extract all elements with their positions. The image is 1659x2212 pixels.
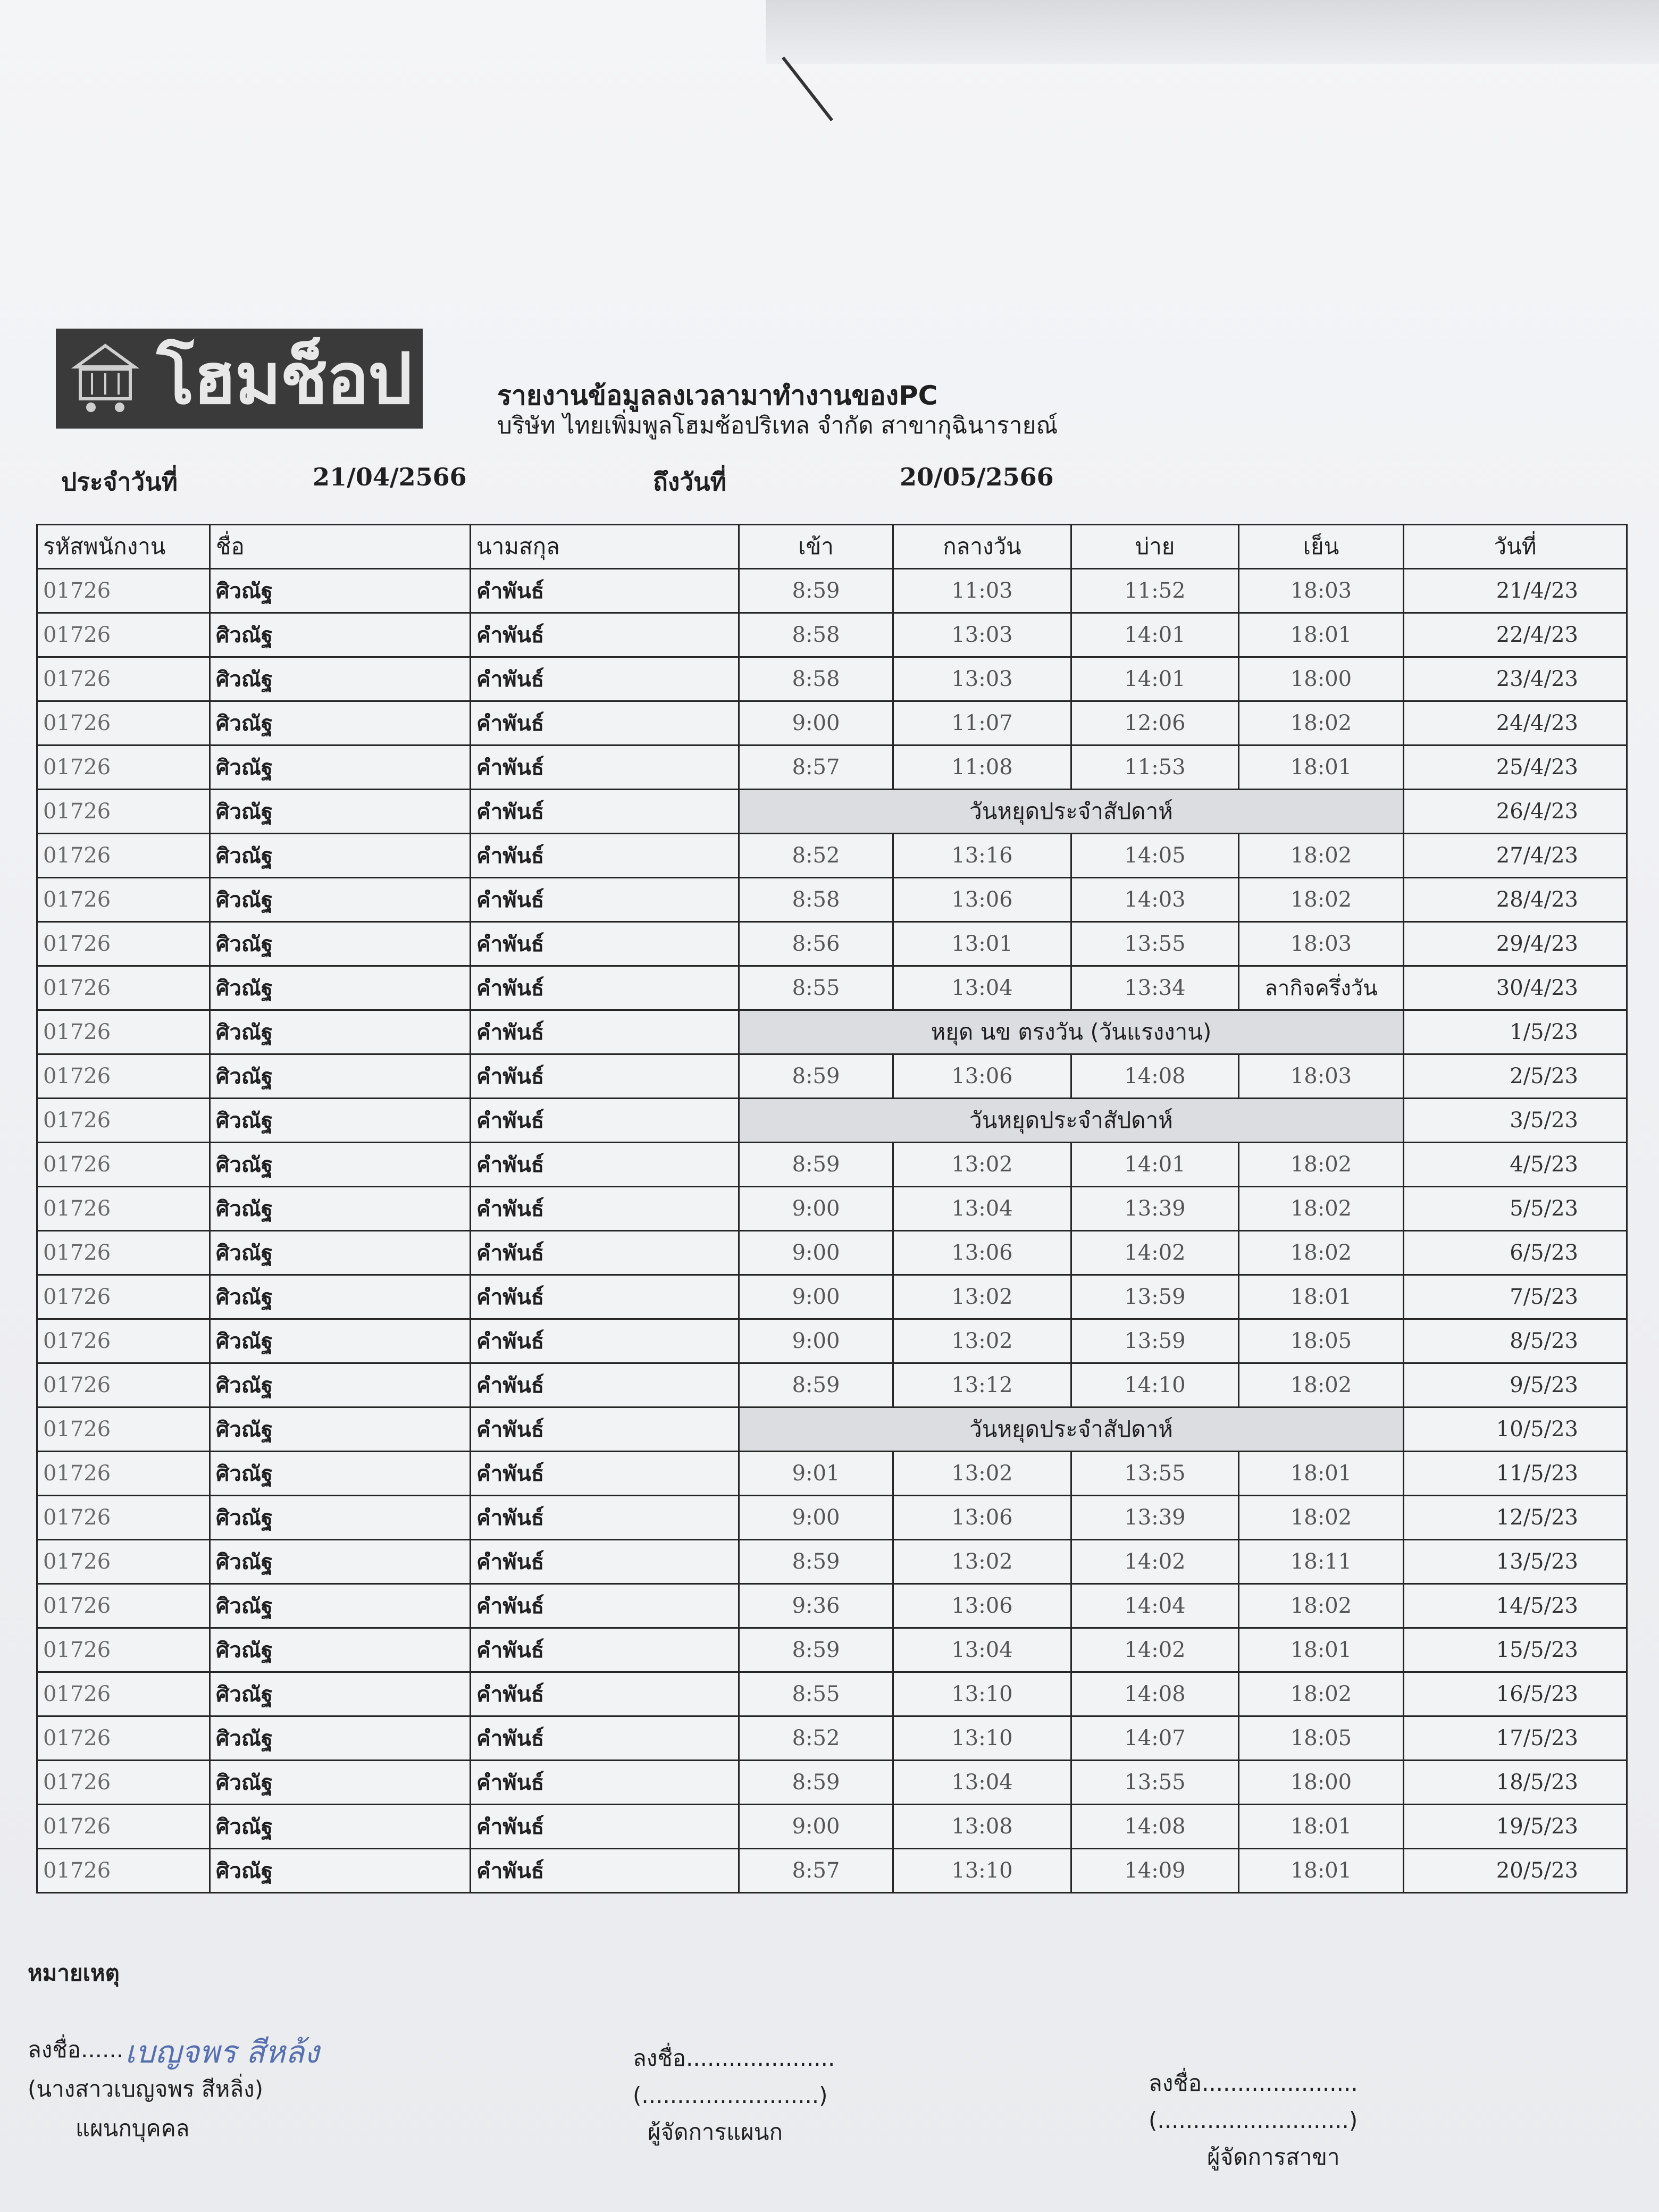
cell-first-name: ศิวณัฐ [210,1452,471,1496]
cell-employee-code: 01726 [37,569,210,613]
cell-holiday-note: วันหยุดประจำสัปดาห์ [739,790,1404,834]
cell-time-in: 8:57 [739,1849,893,1893]
cell-employee-code: 01726 [37,1672,210,1716]
cell-employee-code: 01726 [37,1275,210,1319]
cell-time-noon: 13:04 [893,1187,1071,1231]
cell-time-in: 8:59 [739,1363,893,1407]
cell-last-name: คำพันธ์ [471,922,739,966]
cell-date: 9/5/23 [1404,1363,1627,1407]
cell-time-afternoon: 13:34 [1071,966,1239,1010]
cell-time-out: 18:02 [1239,1584,1404,1628]
cell-time-afternoon: 11:52 [1071,569,1239,613]
cell-time-out: 18:01 [1239,1628,1404,1672]
cell-time-afternoon: 14:08 [1071,1805,1239,1849]
cell-time-in: 9:36 [739,1584,893,1628]
cell-employee-code: 01726 [37,1143,210,1187]
cell-time-noon: 13:10 [893,1849,1071,1893]
cell-time-afternoon: 13:39 [1071,1187,1239,1231]
cell-first-name: ศิวณัฐ [210,966,471,1010]
cell-time-out: 18:03 [1239,1054,1404,1099]
cell-time-out: 18:01 [1239,1849,1404,1893]
cell-time-in: 8:58 [739,613,893,657]
signer-name: (.........................) [633,2082,828,2108]
cell-employee-code: 01726 [37,966,210,1010]
col-header-employee-code: รหัสพนักงาน [37,525,210,569]
cell-employee-code: 01726 [37,1363,210,1407]
cell-time-afternoon: 13:55 [1071,922,1239,966]
cell-first-name: ศิวณัฐ [210,745,471,790]
cell-first-name: ศิวณัฐ [210,613,471,657]
cell-time-noon: 13:06 [893,1584,1071,1628]
table-row [37,966,1627,1010]
cell-last-name: คำพันธ์ [471,1143,739,1187]
cell-time-out: 18:01 [1239,745,1404,790]
table-row [37,834,1627,878]
cell-time-noon: 13:01 [893,922,1071,966]
cell-date: 28/4/23 [1404,878,1627,922]
table-row [37,657,1627,701]
cell-last-name: คำพันธ์ [471,1452,739,1496]
cell-last-name: คำพันธ์ [471,1231,739,1275]
cell-time-in: 8:52 [739,834,893,878]
cell-employee-code: 01726 [37,1761,210,1805]
signer-name: (นางสาวเบญจพร สีหลิ่ง) [28,2076,263,2102]
cell-last-name: คำพันธ์ [471,745,739,790]
cell-date: 14/5/23 [1404,1584,1627,1628]
signature-block-hr [28,2032,263,2146]
cell-time-afternoon: 13:59 [1071,1275,1239,1319]
cell-employee-code: 01726 [37,1584,210,1628]
cell-date: 21/4/23 [1404,569,1627,613]
cell-employee-code: 01726 [37,1187,210,1231]
cell-time-noon: 13:03 [893,613,1071,657]
table-row [37,1849,1627,1893]
cell-time-noon: 13:02 [893,1143,1071,1187]
cell-time-in: 9:00 [739,701,893,745]
cell-first-name: ศิวณัฐ [210,1805,471,1849]
cell-time-noon: 13:04 [893,966,1071,1010]
cell-time-noon: 11:08 [893,745,1071,790]
signer-position: แผนกบุคคล [76,2115,190,2141]
cell-employee-code: 01726 [37,1010,210,1054]
cell-time-out: 18:02 [1239,1496,1404,1540]
col-header-noon: กลางวัน [893,525,1071,569]
cell-time-in: 9:00 [739,1231,893,1275]
cell-employee-code: 01726 [37,834,210,878]
cell-date: 8/5/23 [1404,1319,1627,1363]
cell-employee-code: 01726 [37,613,210,657]
cell-first-name: ศิวณัฐ [210,1275,471,1319]
logo-text: โฮมช็อป [156,338,412,420]
shop-cart-icon [65,336,145,421]
cell-time-out: 18:05 [1239,1716,1404,1761]
cell-date: 4/5/23 [1404,1143,1627,1187]
cell-first-name: ศิวณัฐ [210,1099,471,1143]
signature-block-dept-manager [633,2041,835,2150]
cell-date: 23/4/23 [1404,657,1627,701]
cell-date: 16/5/23 [1404,1672,1627,1716]
cell-time-out: 18:02 [1239,1231,1404,1275]
period-from-value: 21/04/2566 [313,463,467,491]
cell-time-afternoon: 14:01 [1071,613,1239,657]
cell-time-noon: 13:02 [893,1275,1071,1319]
cell-time-in: 9:00 [739,1275,893,1319]
cell-employee-code: 01726 [37,878,210,922]
cell-employee-code: 01726 [37,1319,210,1363]
report-title: รายงานข้อมูลลงเวลามาทำงานของPC [497,380,938,411]
cell-time-noon: 13:06 [893,1496,1071,1540]
cell-employee-code: 01726 [37,790,210,834]
cell-last-name: คำพันธ์ [471,1672,739,1716]
cell-date: 18/5/23 [1404,1761,1627,1805]
cell-time-in: 8:55 [739,966,893,1010]
col-header-first-name: ชื่อ [210,525,471,569]
cell-employee-code: 01726 [37,1496,210,1540]
cell-time-out: 18:01 [1239,613,1404,657]
cell-time-afternoon: 13:39 [1071,1496,1239,1540]
cell-date: 5/5/23 [1404,1187,1627,1231]
cell-time-out: 18:01 [1239,1805,1404,1849]
cell-first-name: ศิวณัฐ [210,1187,471,1231]
cell-time-out: 18:05 [1239,1319,1404,1363]
col-header-date: วันที่ [1404,525,1627,569]
table-row [37,1496,1627,1540]
cell-first-name: ศิวณัฐ [210,701,471,745]
cell-time-noon: 13:04 [893,1628,1071,1672]
cell-time-out: 18:02 [1239,1143,1404,1187]
cell-time-noon: 11:03 [893,569,1071,613]
cell-date: 24/4/23 [1404,701,1627,745]
cell-last-name: คำพันธ์ [471,878,739,922]
cell-last-name: คำพันธ์ [471,701,739,745]
table-row [37,1716,1627,1761]
cell-first-name: ศิวณัฐ [210,657,471,701]
cell-time-in: 8:59 [739,1761,893,1805]
signature-label: ลงชื่อ..................... [633,2045,835,2071]
table-row [37,1231,1627,1275]
cell-employee-code: 01726 [37,1540,210,1584]
cell-time-in: 8:59 [739,1628,893,1672]
cell-first-name: ศิวณัฐ [210,1319,471,1363]
cell-last-name: คำพันธ์ [471,1716,739,1761]
cell-time-out: 18:03 [1239,569,1404,613]
cell-time-out: 18:02 [1239,1187,1404,1231]
table-row [37,878,1627,922]
cell-last-name: คำพันธ์ [471,1363,739,1407]
cell-last-name: คำพันธ์ [471,1761,739,1805]
cell-employee-code: 01726 [37,1805,210,1849]
cell-time-afternoon: 13:55 [1071,1761,1239,1805]
cell-time-out: 18:00 [1239,1761,1404,1805]
cell-employee-code: 01726 [37,1628,210,1672]
cell-last-name: คำพันธ์ [471,1407,739,1452]
cell-time-out: 18:11 [1239,1540,1404,1584]
cell-date: 26/4/23 [1404,790,1627,834]
cell-last-name: คำพันธ์ [471,1805,739,1849]
cell-employee-code: 01726 [37,1849,210,1893]
table-row [37,1275,1627,1319]
cell-last-name: คำพันธ์ [471,1496,739,1540]
cell-first-name: ศิวณัฐ [210,1143,471,1187]
cell-first-name: ศิวณัฐ [210,1496,471,1540]
cell-first-name: ศิวณัฐ [210,1672,471,1716]
cell-time-in: 9:00 [739,1805,893,1849]
cell-time-noon: 13:04 [893,1761,1071,1805]
remarks-label: หมายเหตุ [28,1960,120,1986]
cell-time-afternoon: 11:53 [1071,745,1239,790]
cell-date: 29/4/23 [1404,922,1627,966]
cell-last-name: คำพันธ์ [471,834,739,878]
cell-first-name: ศิวณัฐ [210,878,471,922]
table-row [37,1054,1627,1099]
cell-time-out: 18:02 [1239,1672,1404,1716]
table-row [37,701,1627,745]
cell-employee-code: 01726 [37,1054,210,1099]
cell-time-in: 8:55 [739,1672,893,1716]
cell-last-name: คำพันธ์ [471,613,739,657]
cell-time-noon: 13:02 [893,1540,1071,1584]
cell-employee-code: 01726 [37,1231,210,1275]
cell-time-in: 8:56 [739,922,893,966]
cell-last-name: คำพันธ์ [471,1054,739,1099]
cell-time-out: 18:01 [1239,1452,1404,1496]
table-row [37,1452,1627,1496]
cell-time-afternoon: 14:02 [1071,1540,1239,1584]
col-header-in: เข้า [739,525,893,569]
handwritten-signature: เบญจพร สีหล้ง [125,2034,320,2070]
cell-last-name: คำพันธ์ [471,1849,739,1893]
attendance-table [36,524,1628,1893]
table-row [37,1584,1627,1628]
signer-position: ผู้จัดการแผนก [648,2119,783,2145]
col-header-afternoon: บ่าย [1071,525,1239,569]
cell-employee-code: 01726 [37,1716,210,1761]
cell-employee-code: 01726 [37,701,210,745]
cell-date: 22/4/23 [1404,613,1627,657]
cell-last-name: คำพันธ์ [471,1628,739,1672]
cell-employee-code: 01726 [37,1452,210,1496]
cell-last-name: คำพันธ์ [471,1010,739,1054]
table-row [37,1672,1627,1716]
cell-employee-code: 01726 [37,1099,210,1143]
cell-time-afternoon: 14:02 [1071,1231,1239,1275]
cell-employee-code: 01726 [37,745,210,790]
cell-holiday-note: วันหยุดประจำสัปดาห์ [739,1407,1404,1452]
cell-time-noon: 13:08 [893,1805,1071,1849]
company-subtitle: บริษัท ไทยเพิ่มพูลโฮมช้อปริเทล จำกัด สาขากุฉินารายณ์ [497,412,1058,439]
table-row [37,1628,1627,1672]
table-row [37,1407,1627,1452]
cell-first-name: ศิวณัฐ [210,790,471,834]
cell-first-name: ศิวณัฐ [210,834,471,878]
cell-first-name: ศิวณัฐ [210,1849,471,1893]
cell-time-in: 8:57 [739,745,893,790]
cell-time-noon: 13:03 [893,657,1071,701]
cell-first-name: ศิวณัฐ [210,1363,471,1407]
period-to-label: ถึงวันที่ [653,467,726,496]
signer-name: (...........................) [1149,2107,1358,2133]
cell-last-name: คำพันธ์ [471,1319,739,1363]
cell-first-name: ศิวณัฐ [210,1761,471,1805]
cell-last-name: คำพันธ์ [471,790,739,834]
cell-date: 25/4/23 [1404,745,1627,790]
table-row [37,1099,1627,1143]
table-row [37,1540,1627,1584]
cell-time-noon: 13:10 [893,1672,1071,1716]
col-header-last-name: นามสกุล [471,525,739,569]
cell-time-in: 8:59 [739,1054,893,1099]
cell-first-name: ศิวณัฐ [210,569,471,613]
cell-first-name: ศิวณัฐ [210,1231,471,1275]
cell-time-in: 9:00 [739,1496,893,1540]
cell-time-noon: 13:06 [893,878,1071,922]
cell-time-out: 18:02 [1239,878,1404,922]
cell-time-noon: 13:06 [893,1231,1071,1275]
company-logo [56,329,423,429]
cell-date: 11/5/23 [1404,1452,1627,1496]
cell-time-noon: 13:02 [893,1319,1071,1363]
signature-label: ลงชื่อ...... [28,2037,124,2063]
cell-date: 12/5/23 [1404,1496,1627,1540]
cell-time-afternoon: 14:05 [1071,834,1239,878]
cell-time-afternoon: 12:06 [1071,701,1239,745]
cell-date: 27/4/23 [1404,834,1627,878]
cell-date: 30/4/23 [1404,966,1627,1010]
table-row [37,922,1627,966]
cell-employee-code: 01726 [37,922,210,966]
cell-time-in: 9:00 [739,1187,893,1231]
signer-position: ผู้จัดการสาขา [1207,2144,1340,2170]
table-row [37,1010,1627,1054]
cell-time-afternoon: 14:01 [1071,657,1239,701]
cell-first-name: ศิวณัฐ [210,1407,471,1452]
cell-time-noon: 13:16 [893,834,1071,878]
cell-time-afternoon: 14:03 [1071,878,1239,922]
cell-employee-code: 01726 [37,1407,210,1452]
table-row [37,1805,1627,1849]
cell-time-out: 18:02 [1239,834,1404,878]
cell-time-in: 8:58 [739,878,893,922]
cell-time-in: 9:00 [739,1319,893,1363]
cell-holiday-note: หยุด นข ตรงวัน (วันแรงงาน) [739,1010,1404,1054]
cell-time-in: 8:52 [739,1716,893,1761]
cell-first-name: ศิวณัฐ [210,1540,471,1584]
cell-last-name: คำพันธ์ [471,1584,739,1628]
table-row [37,1319,1627,1363]
cell-time-out: 18:02 [1239,701,1404,745]
cell-time-afternoon: 14:09 [1071,1849,1239,1893]
cell-date: 7/5/23 [1404,1275,1627,1319]
cell-employee-code: 01726 [37,657,210,701]
table-header-row [37,525,1627,569]
cell-time-afternoon: 14:02 [1071,1628,1239,1672]
cell-time-afternoon: 14:10 [1071,1363,1239,1407]
cell-first-name: ศิวณัฐ [210,1010,471,1054]
cell-first-name: ศิวณัฐ [210,1054,471,1099]
cell-first-name: ศิวณัฐ [210,1716,471,1761]
cell-time-in: 8:59 [739,1540,893,1584]
cell-leave-note: ลากิจครึ่งวัน [1239,966,1404,1010]
cell-time-afternoon: 14:01 [1071,1143,1239,1187]
cell-time-afternoon: 14:07 [1071,1716,1239,1761]
table-row [37,569,1627,613]
cell-time-afternoon: 13:59 [1071,1319,1239,1363]
signature-block-branch-manager [1149,2066,1358,2175]
table-row [37,745,1627,790]
cell-time-in: 8:59 [739,569,893,613]
period-to-value: 20/05/2566 [900,463,1054,491]
cell-time-out: 18:01 [1239,1275,1404,1319]
cell-time-out: 18:03 [1239,922,1404,966]
cell-time-in: 8:58 [739,657,893,701]
cell-holiday-note: วันหยุดประจำสัปดาห์ [739,1099,1404,1143]
cell-last-name: คำพันธ์ [471,1099,739,1143]
cell-last-name: คำพันธ์ [471,1187,739,1231]
cell-time-afternoon: 13:55 [1071,1452,1239,1496]
cell-date: 13/5/23 [1404,1540,1627,1584]
cell-date: 3/5/23 [1404,1099,1627,1143]
signature-label: ลงชื่อ...................... [1149,2070,1358,2096]
cell-time-afternoon: 14:08 [1071,1054,1239,1099]
table-row [37,790,1627,834]
cell-time-afternoon: 14:04 [1071,1584,1239,1628]
cell-date: 20/5/23 [1404,1849,1627,1893]
table-row [37,1187,1627,1231]
cell-date: 2/5/23 [1404,1054,1627,1099]
table-row [37,1143,1627,1187]
paper-fold [766,0,1659,64]
cell-last-name: คำพันธ์ [471,1275,739,1319]
cell-time-in: 8:59 [739,1143,893,1187]
col-header-evening: เย็น [1239,525,1404,569]
cell-time-out: 18:00 [1239,657,1404,701]
cell-last-name: คำพันธ์ [471,1540,739,1584]
table-body [37,569,1627,1893]
cell-date: 10/5/23 [1404,1407,1627,1452]
cell-last-name: คำพันธ์ [471,569,739,613]
table-row [37,1761,1627,1805]
cell-first-name: ศิวณัฐ [210,1584,471,1628]
cell-time-afternoon: 14:08 [1071,1672,1239,1716]
cell-date: 17/5/23 [1404,1716,1627,1761]
table-row [37,613,1627,657]
cell-date: 19/5/23 [1404,1805,1627,1849]
cell-last-name: คำพันธ์ [471,657,739,701]
cell-date: 15/5/23 [1404,1628,1627,1672]
cell-time-noon: 13:02 [893,1452,1071,1496]
period-from-label: ประจำวันที่ [61,467,178,496]
cell-last-name: คำพันธ์ [471,966,739,1010]
cell-time-noon: 13:12 [893,1363,1071,1407]
cell-time-noon: 11:07 [893,701,1071,745]
cell-first-name: ศิวณัฐ [210,1628,471,1672]
cell-time-in: 9:01 [739,1452,893,1496]
table-row [37,1363,1627,1407]
cell-time-noon: 13:06 [893,1054,1071,1099]
cell-date: 6/5/23 [1404,1231,1627,1275]
cell-date: 1/5/23 [1404,1010,1627,1054]
cell-first-name: ศิวณัฐ [210,922,471,966]
cell-time-out: 18:02 [1239,1363,1404,1407]
cell-time-noon: 13:10 [893,1716,1071,1761]
